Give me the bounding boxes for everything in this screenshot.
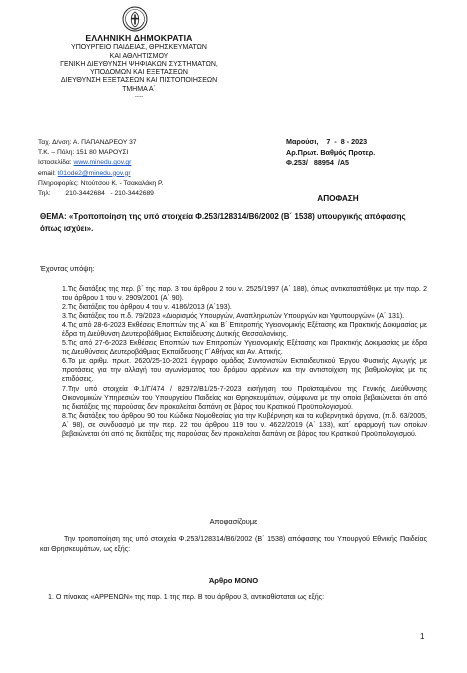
directorate-line-1: ΔΙΕΥΘΥΝΣΗ ΕΞΕΤΑΣΕΩΝ ΚΑΙ ΠΙΣΤΟΠΟΙΗΣΕΩΝ (60, 77, 218, 85)
address-line: Ταχ. Δ/νση: Α. ΠΑΠΑΝΔΡΕΟΥ 37 (38, 139, 137, 146)
considering-heading: Έχοντας υπόψη: (40, 264, 95, 273)
website-line (38, 158, 163, 168)
info-line: Πληροφορίες: Ντούτσου Κ. - Τσακαλάκη Ρ. (38, 179, 164, 187)
issuing-authority-header (44, 34, 234, 100)
document-title: ΑΠΟΦΑΣΗ (317, 194, 359, 203)
directorate-line-2: ΤΜΗΜΑ Α΄ (122, 85, 156, 93)
page-number: 1 (420, 632, 425, 641)
ministry-line-1: ΥΠΟΥΡΓΕΙΟ ΠΑΙΔΕΙΑΣ, ΘΡΗΣΚΕΥΜΑΤΩΝ (71, 44, 207, 52)
consideration-item: 7.Την υπό στοιχεία Φ.1/Γ/474 / 82972/Β1/25-7-2023 εισήγηση του Προϊσταμένου της Γενικής Διεύθυνσης Οικονομικών Υπηρεσιών του Υπουργείου Παιδείας και Θρησκευμάτων, σύμφωνα με την οποία βεβαιώνεται ότι από τις διατάξεις της παρούσας δεν προκαλείται δαπάνη σε βάρος του Κρατικού Προϋπολογισμού. (62, 385, 427, 411)
consideration-item: 8.Τις διατάξεις του άρθρου 90 του Κώδικα Νομοθεσίας για την Κυβέρνηση και τα κυβερνητικά όργανα, (π.δ. 63/2005, Α΄ 98), σε συνδυασμό με την περ. 22 του άρθρου 119 του ν. 4622/2019 (Α΄ 133), κατ΄ εφαρμογή των οποίων βεβαιώνεται ότι από τις διατάξεις της παρούσας δεν προκαλείται δαπάνη σε βάρος του Κρατικού Προϋπολογισμού. (62, 412, 427, 438)
ministry-line-2: ΚΑΙ ΑΘΛΗΤΙΣΜΟΥ (109, 52, 169, 60)
consideration-item: 1.Τις διατάξεις της περ. β΄ της παρ. 3 του άρθρου 2 του ν. 2525/1997 (Α΄ 188), όπως αντικαταστάθηκε με την παρ. 2 του άρθρου 1 του ν. 2909/2001 (Α΄ 90). (62, 286, 427, 303)
general-directorate-line-2: ΥΠΟΔΟΜΩΝ ΚΑΙ ΕΞΕΤΑΣΕΩΝ (90, 69, 188, 77)
protocol-label: Αρ.Πρωτ. Βαθμός Προτερ. (286, 147, 376, 157)
contact-block (38, 138, 163, 199)
subject-line: ΘΕΜΑ: «Τροποποίηση της υπό στοιχεία Φ.253/128314/Β6/2002 (Β΄ 1538) υπουργικής απόφασης όπως ισχύει». (40, 212, 406, 233)
website-link[interactable]: www.minedu.gov.gr (73, 159, 132, 167)
email-line (38, 169, 163, 179)
consideration-item: 3.Τις διατάξεις του π.δ. 79/2023 «Διορισμός Υπουργών, Αναπληρωτών Υπουργών και Υφυπουργών» (Α΄ 131). (62, 313, 405, 321)
email-link[interactable]: t01ode2@minedu.gov.gr (57, 169, 131, 177)
consideration-item: 5.Τις από 27-6-2023 Εκθέσεις Εποπτών των Επιτροπών Υγειονομικής Εξέτασης και Πρακτικής Δοκιμασίας με έδρα τις Διευθύνσεις Δευτεροβάθμιας Εκπαίδευσης Γ΄Αθήνας και Αν. Αττικής. (62, 340, 427, 357)
header-separator: ----- (134, 94, 144, 101)
reference-block (286, 137, 375, 169)
phone-line: Τηλ: 210-3442684 - 210-3442689 (38, 190, 154, 198)
consideration-item: 6.Το με αριθμ. πρωτ. 2620/25-10-2021 έγγραφο ομάδας Συντονιστών Εκπαιδευτικού Έργου Φυσικής Αγωγής με προτάσεις για την αλλαγή του αγωνίσματος του δρόμου αρρένων και την αντιστοίχιση της βαθμολογίας με τις επιδόσεις. (62, 358, 427, 384)
article-point-1: 1. Ο πίνακας «ΑΡΡΕΝΩΝ» της παρ. 1 της περ. Β του άρθρου 3, αντικαθίσταται ως εξής: (48, 593, 325, 601)
greek-coat-of-arms-icon (122, 6, 148, 32)
protocol-number: Φ.253/ 88954 /Α5 (286, 158, 350, 168)
website-label: Ιστοσελίδα: (38, 159, 74, 167)
document-date: Μαρούσι, 7 - 8 - 2023 (286, 137, 368, 146)
decision-paragraph: Την τροποποίηση της υπό στοιχεία Φ.253/128314/Β6/2002 (Β΄ 1538) απόφασης του Υπουργού Εθνικής Παιδείας και Θρησκευμάτων, ως εξής: (40, 535, 427, 553)
general-directorate-line-1: ΓΕΝΙΚΗ ΔΙΕΥΘΥΝΣΗ ΨΗΦΙΑΚΩΝ ΣΥΣΤΗΜΑΤΩΝ, (60, 60, 218, 68)
consideration-item: 4.Τις από 28-6-2023 Εκθέσεις Εποπτών της Α΄ και Β΄ Επιτροπής Υγειονομικής Εξέτασης και Πρακτικής Δοκιμασίας με έδρα τη Διεύθυνση Δευτεροβάθμιας Εκπαίδευσης Δυτικής Θεσσαλονίκης. (62, 322, 427, 339)
email-label: email: (38, 169, 58, 177)
consideration-item: 2.Τις διατάξεις του άρθρου 4 του ν. 4186/2013 (Α΄193). (62, 304, 232, 312)
country-name: ΕΛΛΗΝΙΚΗ ΔΗΜΟΚΡΑΤΙΑ (85, 33, 193, 43)
considerations-list (62, 285, 427, 439)
postal-line: Τ.Κ. – Πόλη: 151 80 ΜΑΡΟΥΣΙ (38, 149, 129, 157)
article-heading: Άρθρο ΜΟΝΟ (208, 576, 259, 585)
decision-heading: Αποφασίζουμε (209, 517, 258, 526)
